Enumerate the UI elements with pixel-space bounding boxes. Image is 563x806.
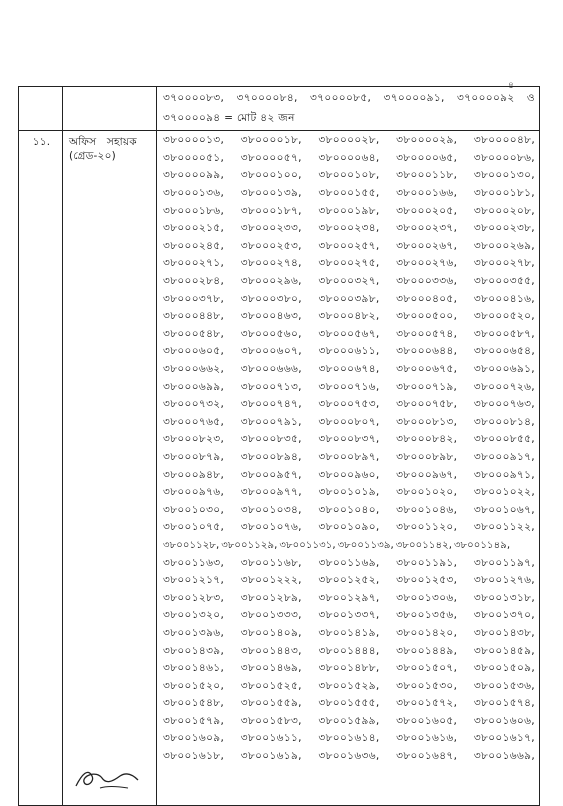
roll-number: ৩৮০০১০৯০,	[318, 521, 380, 534]
roll-line	[157, 714, 539, 732]
roll-number: ৩৮০০১৪৩৯,	[163, 644, 225, 657]
roll-number: ৩৮০০১২৮৯,	[240, 591, 302, 604]
roll-number: ৩৮০০০৪৪৮,	[163, 310, 225, 323]
roll-line	[157, 379, 539, 397]
roll-number: ৩৮০০১৬০৫,	[396, 714, 458, 727]
roll-number: ৩৮০০০০৫৭,	[240, 151, 302, 164]
roll-number: ৩৮০০১৬০৯,	[163, 732, 225, 745]
roll-number: ৩৮০০০১৮৭,	[240, 204, 302, 217]
roll-number: ৩৮০০০০৮৬,	[473, 151, 535, 164]
roll-number: ৩৮০০১৪৪৩,	[240, 644, 302, 657]
roll-line	[157, 520, 539, 538]
roll-number: ৩৮০০১১২৯,	[221, 539, 278, 551]
roll-number: ৩৮০০০৩৩৬,	[396, 275, 458, 288]
roll-number: ৩৮০০১৫৮৩,	[240, 714, 302, 727]
serial-number: ১১.	[32, 136, 51, 148]
roll-number: ৩৮০০০৫২০,	[473, 310, 535, 323]
roll-line	[157, 696, 539, 714]
roll-number: ৩৮০০১২২২,	[240, 574, 302, 587]
roll-number: ৩৭০০০০৮৩,	[163, 91, 225, 104]
roll-number: ৩৮০০১৩৩৭,	[318, 609, 380, 622]
roll-number: ৩৮০০১০৬৭,	[473, 503, 535, 516]
roll-number: ৩৮০০০৮৯৮,	[396, 450, 458, 463]
roll-number: ৩৮০০০২৩৪,	[318, 222, 380, 235]
roll-number: ৩৮০০১৪৪৯,	[396, 644, 458, 657]
roll-number: ৩৮০০০৭৬৫,	[163, 415, 225, 428]
roll-number: ৩৮০০০৪০৫,	[396, 292, 458, 305]
roll-number: ৩৮০০০২৮৪,	[163, 275, 225, 288]
roll-number: ৩৮০০১৩৫৬,	[396, 609, 458, 622]
roll-number: ৩৮০০১২৭৬,	[473, 574, 535, 587]
roll-number: ৩৮০০১৬৩৬,	[318, 750, 380, 763]
post-title: অফিস সহায়ক	[69, 136, 137, 148]
roll-list	[157, 131, 539, 766]
roll-number: ৩৮০০১৬৪৭,	[396, 750, 458, 763]
roll-number: ৩৮০০১৫৭৪,	[473, 697, 535, 710]
roll-line	[157, 731, 539, 749]
roll-number: ৩৮০০০০২৯,	[396, 134, 458, 147]
roll-number: ৩৮০০১৬১৭,	[473, 732, 535, 745]
roll-line	[157, 538, 539, 556]
roll-number: ৩৮০০০৭৯১,	[240, 415, 302, 428]
roll-number: ৩৮০০০০৬৪,	[318, 151, 380, 164]
roll-number: ৩৮০০০৬০৫,	[163, 345, 225, 358]
entry-row	[19, 131, 540, 806]
serial-cell-empty	[19, 87, 63, 131]
roll-number: ৩৮০০০৮৯৪,	[240, 450, 302, 463]
roll-number: ৩৮০০০১৩৯,	[240, 187, 302, 200]
roll-number: ৩৮০০০৫০০,	[396, 310, 458, 323]
roll-number: ৩৮০০০০৯৯,	[163, 169, 225, 182]
roll-number: ৩৮০০০০১৩,	[163, 134, 225, 147]
continuation-rolls-cell	[157, 87, 540, 131]
roll-number: ৩৮০০১১৯১,	[396, 556, 458, 569]
roll-number: ৩৮০০১৩৩৩,	[240, 609, 302, 622]
roll-number: ৩৭০০০০৮৫,	[310, 91, 372, 104]
roll-number: ৩৮০০১১৩১,	[279, 539, 336, 551]
roll-number: ৩৮০০১৪৪৪,	[318, 644, 380, 657]
roll-number: ৩৮০০০৮৩৫,	[240, 433, 302, 446]
roll-number: ৩৮০০১৩৭০,	[473, 609, 535, 622]
roll-number: ৩৮০০১০৭৫,	[163, 521, 225, 534]
roll-number: ৩৮০০১৫২৫,	[240, 679, 302, 692]
roll-number: ৩৮০০১২১৭,	[163, 574, 225, 587]
roll-number: ৩৮০০০৫৬৭,	[318, 327, 380, 340]
roll-number: ৩৮০০১৬০৬,	[473, 714, 535, 727]
roll-number: ৩৮০০০৯৭৬,	[163, 486, 225, 499]
roll-number: ৩৮০০১৬৬৯,	[473, 750, 535, 763]
roll-number-table	[18, 86, 540, 806]
roll-number: ৩৮০০১১৯৭,	[473, 556, 535, 569]
roll-number: ৩৮০০০১৩০,	[473, 169, 535, 182]
post-cell-empty	[63, 87, 157, 131]
roll-number: ৩৮০০০১৮১,	[473, 187, 535, 200]
roll-number: ৩৮০০০২৬৭,	[396, 239, 458, 252]
roll-number: ৩৮০০০০৬৫,	[396, 151, 458, 164]
roll-number: ৩৮০০১৬১৬,	[396, 732, 458, 745]
roll-number: ৩৮০০১১৬৯,	[318, 556, 380, 569]
roll-line	[157, 168, 539, 186]
roll-line	[157, 573, 539, 591]
roll-number: ৩৮০০০০২৮,	[318, 134, 380, 147]
roll-number: ৩৭০০০০৮৪,	[236, 91, 298, 104]
roll-number: ৩৮০০১৫৩০,	[396, 679, 458, 692]
roll-line	[157, 362, 539, 380]
roll-number: ৩৭০০০০৯২	[457, 91, 515, 104]
roll-number: ৩৮০০১১৬৮,	[240, 556, 302, 569]
roll-number: ৩৮০০০৭১৯,	[396, 380, 458, 393]
post-cell	[63, 131, 157, 806]
roll-number: ৩৮০০০৬৯১,	[473, 363, 535, 376]
roll-number: ৩৮০০০৭৬৩,	[473, 398, 535, 411]
roll-line	[157, 309, 539, 327]
roll-number: ৩৮০০০৭৫৩,	[318, 398, 380, 411]
roll-number: ৩৮০০১০৪০,	[318, 503, 380, 516]
roll-number: ৩৮০০০০১৮,	[240, 134, 302, 147]
roll-number: ৩৮০০০৭১৩,	[240, 380, 302, 393]
roll-line	[157, 291, 539, 309]
roll-number: ৩৮০০০২১৫,	[163, 222, 225, 235]
roll-number: ৩৮০০০২০৮,	[473, 204, 535, 217]
roll-number: ৩৮০০০৮৫৫,	[473, 433, 535, 446]
roll-line	[157, 239, 539, 257]
roll-number: ৩৮০০০২৭৬,	[396, 257, 458, 270]
roll-number: ৩৮০০১০৩৪,	[240, 503, 302, 516]
roll-number: ৩৮০০১১২০,	[396, 521, 458, 534]
roll-number: ৩৮০০১৫৭৯,	[163, 714, 225, 727]
roll-number: ৩৮০০০২৭১,	[163, 257, 225, 270]
roll-number: ৩৮০০১৪২০,	[396, 626, 458, 639]
roll-number: ৩৮০০০২০৫,	[396, 204, 458, 217]
roll-number: ৩৮০০০৮৪২,	[396, 433, 458, 446]
conjunction: ও	[526, 91, 535, 104]
roll-number: ৩৮০০১৬১৪,	[318, 732, 380, 745]
roll-number: ৩৮০০০১০০,	[240, 169, 302, 182]
roll-number: ৩৮০০১২৫২,	[318, 574, 380, 587]
roll-line	[157, 133, 539, 151]
roll-line	[157, 590, 539, 608]
roll-number: ৩৮০০০৯৫৭,	[240, 468, 302, 481]
post-grade: (গ্রেড-২০)	[69, 150, 116, 162]
roll-line	[157, 274, 539, 292]
roll-number: ৩৮০০১০৩০,	[163, 503, 225, 516]
roll-number: ৩৮০০০৩৭৮,	[163, 292, 225, 305]
roll-number: ৩৮০০০১৮৬,	[163, 204, 225, 217]
roll-number: ৩৮০০০৬০৭,	[240, 345, 302, 358]
roll-line	[157, 450, 539, 468]
roll-line	[157, 186, 539, 204]
roll-number: ৩৮০০০২৪৫,	[163, 239, 225, 252]
roll-number: ৩৮০০০৪৬৩,	[240, 310, 302, 323]
roll-number: ৩৮০০১৫৫৯,	[240, 697, 302, 710]
roll-number: ৩৮০০০৪৮২,	[318, 310, 380, 323]
continuation-line-2	[157, 109, 539, 129]
roll-number: ৩৮০০০৬৬৬,	[240, 363, 302, 376]
serial-cell	[19, 131, 63, 806]
roll-number: ৩৮০০১০২০,	[396, 486, 458, 499]
roll-number: ৩৮০০০৮৩৭,	[318, 433, 380, 446]
roll-number: ৩৮০০১০১৯,	[318, 486, 380, 499]
roll-line	[157, 397, 539, 415]
roll-number: ৩৮০০১১৪৯,	[453, 539, 511, 551]
roll-number: ৩৮০০০২৩৮,	[473, 222, 535, 235]
roll-number: ৩৮০০০৫৪৮,	[163, 327, 225, 340]
roll-number: ৩৮০০০৮৯৭,	[318, 450, 380, 463]
roll-number: ৩৮০০০৩২৭,	[318, 275, 380, 288]
roll-number: ৩৮০০১৬১১,	[240, 732, 302, 745]
roll-number: ৩৮০০০১৫৫,	[318, 187, 380, 200]
roll-number: ৩৮০০১২৮৩,	[163, 591, 225, 604]
roll-number: ৩৮০০০৫৮৭,	[473, 327, 535, 340]
roll-number: ৩৮০০১৪৬৯,	[240, 662, 302, 675]
roll-number: ৩৮০০১৪৩৮,	[473, 626, 535, 639]
roll-number: ৩৮০০০৬৭৪,	[318, 363, 380, 376]
roll-line	[157, 485, 539, 503]
roll-number: ৩৮০০১০৭৬,	[240, 521, 302, 534]
roll-number: ৩৮০০০২৩৭,	[396, 222, 458, 235]
roll-number: ৩৮০০০৮১৪,	[473, 415, 535, 428]
roll-number: ৩৮০০১১৪২,	[395, 539, 452, 551]
roll-number: ৩৮০০১৫০৯,	[473, 662, 535, 675]
roll-number: ৩৮০০০৯৪৮,	[163, 468, 225, 481]
roll-number: ৩৮০০০৩৮০,	[240, 292, 302, 305]
roll-number: ৩৮০০০২৫৩,	[240, 239, 302, 252]
roll-number: ৩৮০০১৪৬১,	[163, 662, 225, 675]
roll-line	[157, 678, 539, 696]
roll-number: ৩৮০০০৮৭৯,	[163, 450, 225, 463]
roll-number: ৩৮০০১১৩৯,	[337, 539, 394, 551]
roll-number: ৩৮০০০১৯৮,	[318, 204, 380, 217]
roll-line	[157, 502, 539, 520]
roll-number: ৩৮০০০১৬৬,	[396, 187, 458, 200]
roll-line	[157, 555, 539, 573]
roll-number: ৩৮০০০৫৭৪,	[396, 327, 458, 340]
roll-number: ৩৮০০১৩০৬,	[396, 591, 458, 604]
roll-number: ৩৮০০১১৬৩,	[163, 556, 225, 569]
roll-line	[157, 749, 539, 767]
roll-line	[157, 151, 539, 169]
roll-number: ৩৮০০১৪৮৮,	[318, 662, 380, 675]
roll-number: ৩৮০০১২৫৩,	[396, 574, 458, 587]
roll-number: ৩৮০০০৬৭৫,	[396, 363, 458, 376]
roll-number: ৩৮০০১৫৪৮,	[163, 697, 225, 710]
roll-number: ৩৮০০১৪১৯,	[318, 626, 380, 639]
roll-number: ৩৮০০০৮১৩,	[396, 415, 458, 428]
roll-line	[157, 256, 539, 274]
continuation-line-1	[157, 89, 539, 109]
roll-number: ৩৭০০০০৯১,	[383, 91, 445, 104]
roll-number: ৩৮০০০৭৪৭,	[240, 398, 302, 411]
roll-number: ৩৮০০০৮২৩,	[163, 433, 225, 446]
page-number: ৪	[508, 81, 514, 91]
roll-number: ৩৮০০১৫৫৫,	[318, 697, 380, 710]
roll-number: ৩৮০০০২৬৯,	[473, 239, 535, 252]
roll-number: ৩৮০০০৫৬০,	[240, 327, 302, 340]
roll-line	[157, 661, 539, 679]
roll-number: ৩৮০০০২৭৪,	[240, 257, 302, 270]
roll-number: ৩৮০০০১১৮,	[396, 169, 458, 182]
roll-number: ৩৮০০০২৭৫,	[318, 257, 380, 270]
roll-number: ৩৮০০০৭৫৮,	[396, 398, 458, 411]
roll-number: ৩৮০০০০৪৮,	[473, 134, 535, 147]
roll-number: ৩৮০০০৯৬০,	[318, 468, 380, 481]
roll-number: ৩৮০০১৬১৯,	[240, 750, 302, 763]
post-name	[63, 131, 156, 163]
roll-number: ৩৮০০০২৯৬,	[240, 275, 302, 288]
roll-number: ৩৮০০০৬১১,	[318, 345, 380, 358]
roll-number: ৩৮০০০৩৯৮,	[318, 292, 380, 305]
roll-number: ৩৮০০০৬৪৪,	[396, 345, 458, 358]
roll-number: ৩৮০০১৫২৯,	[318, 679, 380, 692]
roll-number: ৩৮০০০২৫৭,	[318, 239, 380, 252]
roll-line	[157, 608, 539, 626]
roll-number: ৩৮০০১১২২,	[473, 521, 535, 534]
roll-number: ৩৮০০০৭২৬,	[473, 380, 535, 393]
roll-number: ৩৮০০১০২২,	[473, 486, 535, 499]
roll-number: ৩৮০০১০৪৬,	[396, 503, 458, 516]
roll-number: ৩৮০০০১৩৬,	[163, 187, 225, 200]
roll-number: ৩৮০০১৪৫৯,	[473, 644, 535, 657]
roll-number: ৩৮০০১৫৯৯,	[318, 714, 380, 727]
roll-number: ৩৮০০১৪০৯,	[240, 626, 302, 639]
roll-number: ৩৮০০১৩৯৬,	[163, 626, 225, 639]
roll-number: ৩৮০০০২৭৮,	[473, 257, 535, 270]
rolls-cell	[157, 131, 540, 806]
roll-number: ৩৮০০১৩১৮,	[473, 591, 535, 604]
roll-number: ৩৮০০০৬৫৪,	[473, 345, 535, 358]
roll-line	[157, 643, 539, 661]
roll-number: ৩৮০০০৬৯৯,	[163, 380, 225, 393]
roll-line	[157, 432, 539, 450]
roll-line	[157, 221, 539, 239]
roll-number: ৩৮০০০৭৩২,	[163, 398, 225, 411]
roll-number: ৩৮০০১৬১৮,	[163, 750, 225, 763]
roll-line	[157, 467, 539, 485]
roll-number: ৩৮০০০৬৬২,	[163, 363, 225, 376]
roll-number: ৩৮০০০২৩৩,	[240, 222, 302, 235]
roll-number: ৩৮০০০৭১৬,	[318, 380, 380, 393]
roll-number: ৩৮০০০৯৭৭,	[240, 486, 302, 499]
total-summary: ৩৭০০০০৯৪ = মোট ৪২ জন	[163, 111, 295, 124]
roll-number: ৩৮০০০৯৬৭,	[396, 468, 458, 481]
roll-number: ৩৮০০০৯৭১,	[473, 468, 535, 481]
roll-number: ৩৮০০০০৫১,	[163, 151, 225, 164]
roll-number: ৩৮০০০৪১৬,	[473, 292, 535, 305]
roll-number: ৩৮০০১৩২০,	[163, 609, 225, 622]
roll-number: ৩৮০০০১০৮,	[318, 169, 380, 182]
roll-number: ৩৮০০১৫৩৬,	[473, 679, 535, 692]
roll-number: ৩৮০০১৫২০,	[163, 679, 225, 692]
signature-mark	[72, 760, 142, 794]
roll-number: ৩৮০০১৫৭২,	[396, 697, 458, 710]
roll-line	[157, 203, 539, 221]
roll-line	[157, 626, 539, 644]
roll-number: ৩৮০০০৯১৭,	[473, 450, 535, 463]
roll-number: ৩৮০০১২৯৭,	[318, 591, 380, 604]
roll-number: ৩৮০০১১২৮,	[163, 539, 220, 551]
continuation-row	[19, 87, 540, 131]
roll-line	[157, 327, 539, 345]
roll-line	[157, 415, 539, 433]
roll-number: ৩৮০০০৮০৭,	[318, 415, 380, 428]
roll-number: ৩৮০০০৩৫৫,	[473, 275, 535, 288]
roll-line	[157, 344, 539, 362]
roll-number: ৩৮০০১৫০৭,	[396, 662, 458, 675]
